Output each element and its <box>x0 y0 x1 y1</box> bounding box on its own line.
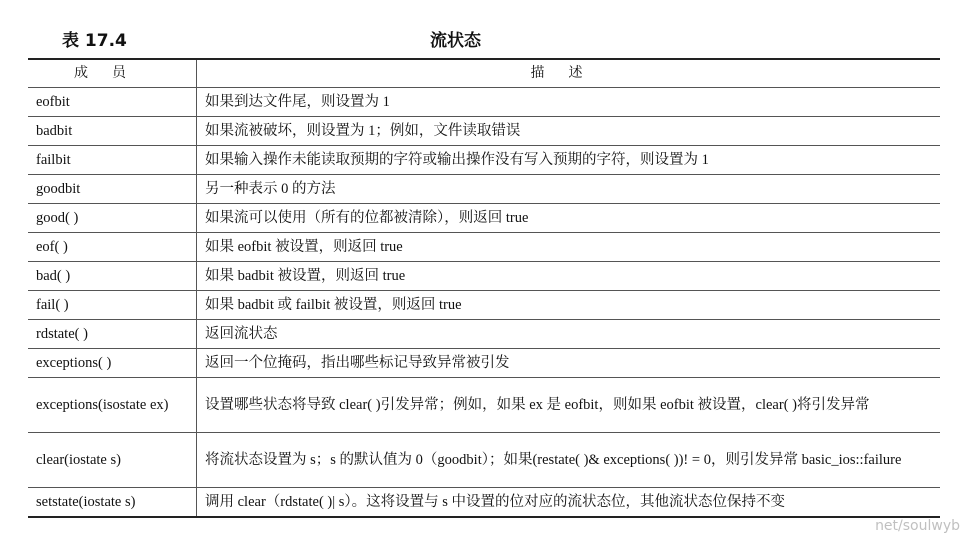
member-cell: clear(iostate s) <box>28 433 197 488</box>
member-cell: setstate(iostate s) <box>28 488 197 518</box>
description-cell: 如果 eofbit 被设置，则返回 true <box>197 233 941 262</box>
table-row <box>28 378 940 433</box>
member-cell: eof( ) <box>28 233 197 262</box>
member-cell: exceptions(isostate ex) <box>28 378 197 433</box>
member-cell: eofbit <box>28 88 197 117</box>
table-row <box>28 320 940 349</box>
member-cell: good( ) <box>28 204 197 233</box>
member-cell: goodbit <box>28 175 197 204</box>
description-cell: 如果输入操作未能读取预期的字符或输出操作没有写入预期的字符，则设置为 1 <box>197 146 941 175</box>
member-cell: badbit <box>28 117 197 146</box>
header-member: 成员 <box>28 59 197 88</box>
watermark: net/soulwyb <box>875 518 960 534</box>
description-cell: 如果流被破坏，则设置为 1；例如，文件读取错误 <box>197 117 941 146</box>
stream-state-table <box>28 58 940 518</box>
description-cell: 如果 badbit 或 failbit 被设置，则返回 true <box>197 291 941 320</box>
description-cell: 如果 badbit 被设置，则返回 true <box>197 262 941 291</box>
description-cell: 如果到达文件尾，则设置为 1 <box>197 88 941 117</box>
table-row <box>28 433 940 488</box>
table-row <box>28 233 940 262</box>
member-cell: failbit <box>28 146 197 175</box>
description-cell: 另一种表示 0 的方法 <box>197 175 941 204</box>
description-cell: 将流状态设置为 s；s 的默认值为 0（goodbit）；如果(restate( )& exceptions( ))! = 0，则引发异常 basic_ios::failure <box>197 433 941 488</box>
description-cell: 返回一个位掩码，指出哪些标记导致异常被引发 <box>197 349 941 378</box>
member-cell: fail( ) <box>28 291 197 320</box>
table-caption <box>0 24 972 52</box>
description-cell: 设置哪些状态将导致 clear( )引发异常；例如，如果 ex 是 eofbit，则如果 eofbit 被设置，clear( )将引发异常 <box>197 378 941 433</box>
table-row <box>28 88 940 117</box>
table-row <box>28 204 940 233</box>
table-row <box>28 117 940 146</box>
table-row <box>28 175 940 204</box>
table-row <box>28 488 940 518</box>
member-cell: bad( ) <box>28 262 197 291</box>
header-row <box>28 59 940 88</box>
header-description: 描述 <box>197 59 941 88</box>
table-row <box>28 146 940 175</box>
table-row <box>28 349 940 378</box>
table-number: 表 17.4 <box>62 31 127 51</box>
description-cell: 如果流可以使用（所有的位都被清除），则返回 true <box>197 204 941 233</box>
description-cell: 返回流状态 <box>197 320 941 349</box>
table-row <box>28 262 940 291</box>
table-row <box>28 291 940 320</box>
member-cell: exceptions( ) <box>28 349 197 378</box>
description-cell: 调用 clear（rdstate( )| s）。这将设置与 s 中设置的位对应的流状态位，其他流状态位保持不变 <box>197 488 941 518</box>
member-cell: rdstate( ) <box>28 320 197 349</box>
table-title: 流状态 <box>430 31 481 51</box>
